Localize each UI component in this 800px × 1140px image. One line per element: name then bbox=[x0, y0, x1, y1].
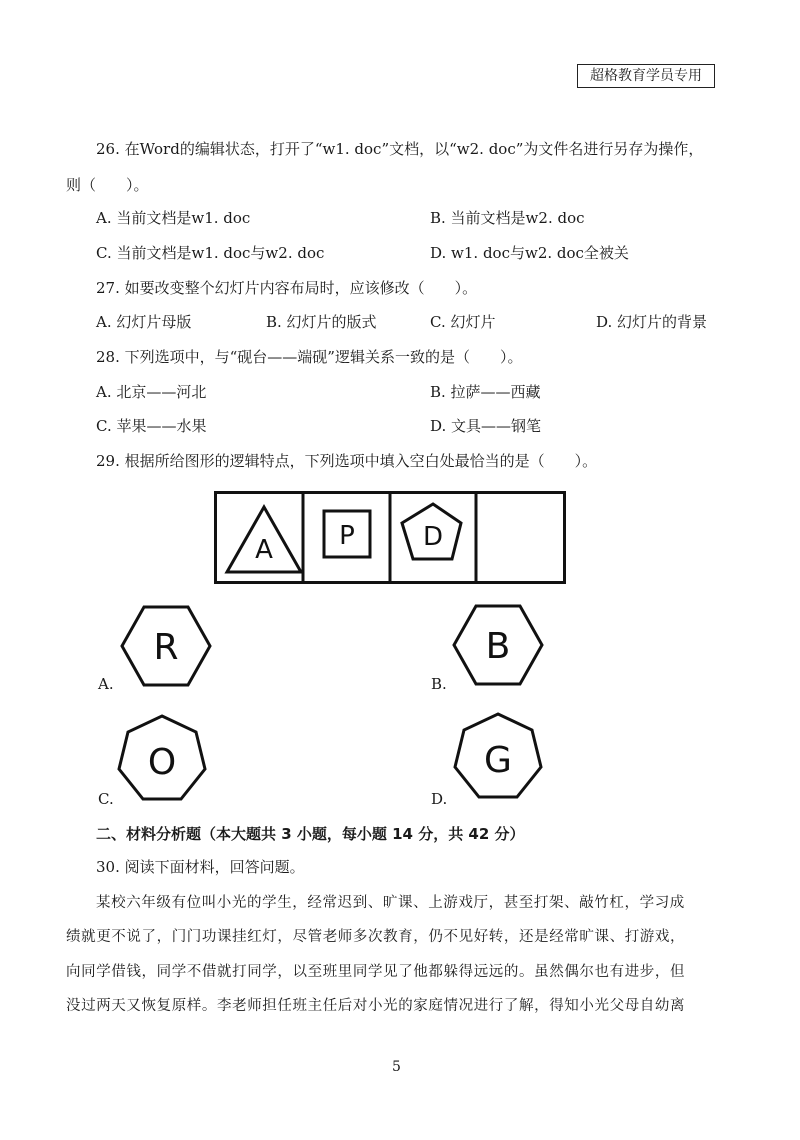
q26-stem-line1: 26. 在Word的编辑状态，打开了“w1. doc”文档，以“w2. doc”为文件名进行另存为操作， bbox=[96, 140, 704, 158]
q29-option-a-label: A. bbox=[98, 675, 114, 693]
option-d-letter: G bbox=[484, 740, 512, 781]
q30-passage-line: 绩就更不说了，门门功课挂红灯，尽管老师多次教育，仍不见好转，还是经常旷课、打游戏， bbox=[66, 929, 686, 945]
q28-option-a: A. 北京——河北 bbox=[96, 383, 207, 401]
sequence-letter-2: P bbox=[339, 521, 355, 551]
q26-stem-line2: 则（ ）。 bbox=[66, 176, 149, 194]
q29-option-d-label: D. bbox=[431, 790, 448, 808]
page-number: 5 bbox=[392, 1059, 401, 1075]
q29-option-b-label: B. bbox=[431, 675, 447, 693]
q28-option-b: B. 拉萨——西藏 bbox=[430, 383, 541, 401]
q29-stem: 29. 根据所给图形的逻辑特点，下列选项中填入空白处最恰当的是（ ）。 bbox=[96, 452, 598, 470]
q27-option-c: C. 幻灯片 bbox=[430, 313, 496, 331]
q30-passage-line: 没过两天又恢复原样。李老师担任班主任后对小光的家庭情况进行了解，得知小光父母自幼离 bbox=[66, 998, 686, 1014]
q27-option-b: B. 幻灯片的版式 bbox=[266, 313, 377, 331]
q29-option-c-figure bbox=[114, 712, 210, 808]
q29-sequence-figure bbox=[214, 491, 566, 584]
q27-option-d: D. 幻灯片的背景 bbox=[596, 313, 708, 331]
option-b-letter: B bbox=[485, 626, 511, 667]
q26-option-c: C. 当前文档是w1. doc与w2. doc bbox=[96, 244, 325, 262]
q27-stem: 27. 如要改变整个幻灯片内容布局时，应该修改（ ）。 bbox=[96, 279, 478, 297]
q26-option-d: D. w1. doc与w2. doc全被关 bbox=[430, 244, 629, 262]
q30-passage-line: 向同学借钱，同学不借就打同学，以至班里同学见了他都躲得远远的。虽然偶尔也有进步，但 bbox=[66, 964, 686, 980]
section2-title: 二、材料分析题（本大题共 3 小题，每小题 14 分，共 42 分） bbox=[96, 825, 525, 843]
option-c-letter: O bbox=[147, 742, 177, 783]
q30-stem: 30. 阅读下面材料，回答问题。 bbox=[96, 858, 305, 876]
q26-option-a: A. 当前文档是w1. doc bbox=[96, 209, 251, 227]
q28-stem: 28. 下列选项中，与“砚台——端砚”逻辑关系一致的是（ ）。 bbox=[96, 348, 523, 366]
sequence-letter-1: A bbox=[255, 535, 273, 565]
sequence-letter-3: D bbox=[422, 522, 444, 552]
q27-option-a: A. 幻灯片母版 bbox=[96, 313, 192, 331]
q26-option-b: B. 当前文档是w2. doc bbox=[430, 209, 585, 227]
q28-option-c: C. 苹果——水果 bbox=[96, 417, 207, 435]
q29-option-d-figure bbox=[450, 710, 546, 806]
q29-option-a-figure bbox=[118, 604, 214, 688]
option-a-letter: R bbox=[153, 627, 179, 668]
q30-passage-line: 某校六年级有位叫小光的学生，经常迟到、旷课、上游戏厅，甚至打架、敲竹杠，学习成 bbox=[96, 895, 685, 911]
header-stamp: 超格教育学员专用 bbox=[577, 64, 715, 88]
q29-option-b-figure bbox=[450, 603, 546, 687]
q28-option-d: D. 文具——钢笔 bbox=[430, 417, 542, 435]
q29-option-c-label: C. bbox=[98, 790, 114, 808]
